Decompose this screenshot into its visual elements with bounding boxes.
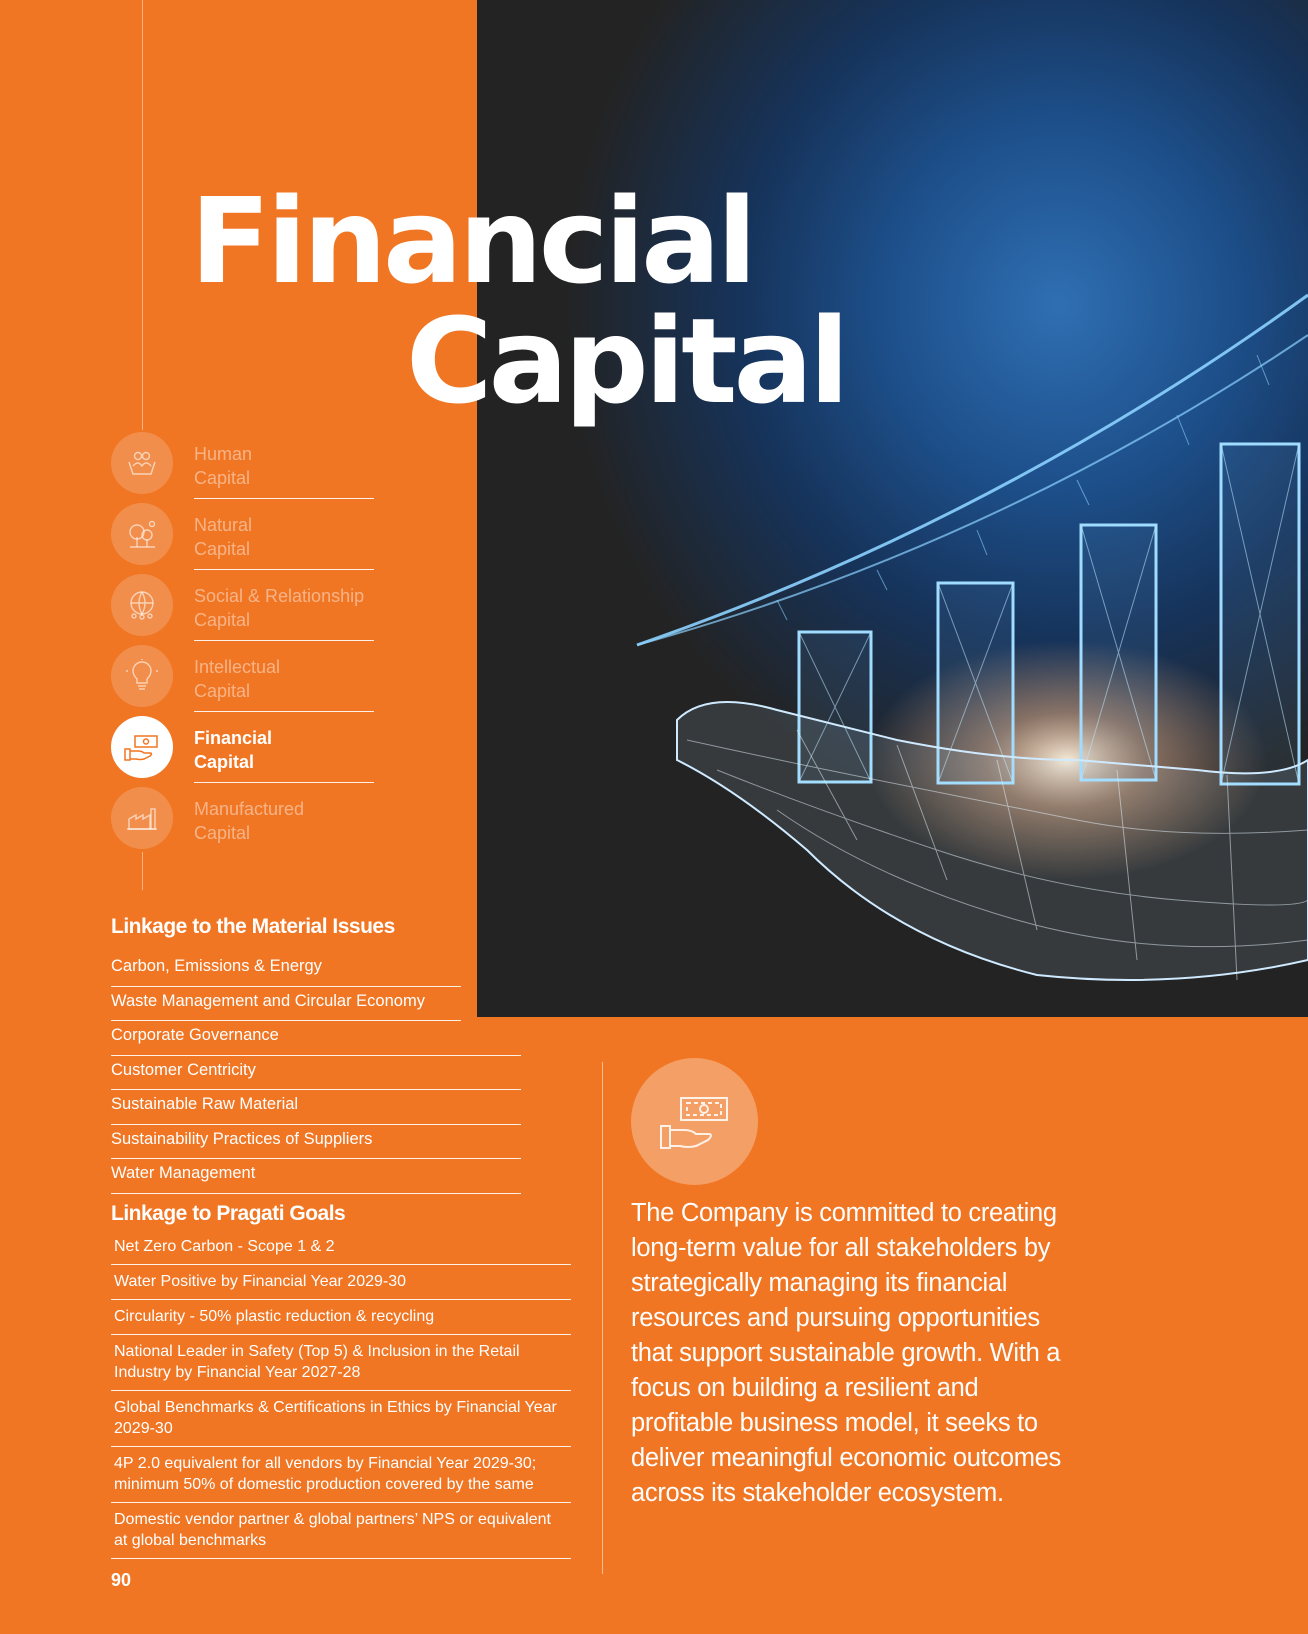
material-issues-list xyxy=(111,952,521,1194)
capital-label-line2: Capital xyxy=(194,681,251,701)
list-item: Domestic vendor partner & global partners’ NPS or equivalent at global benchmarks xyxy=(111,1503,571,1559)
list-item: Water Management xyxy=(111,1159,521,1194)
growth-chart-hand-illustration xyxy=(477,0,1308,1017)
capital-item-natural[interactable] xyxy=(111,503,373,574)
money-hand-icon xyxy=(631,1058,758,1185)
capital-label-line1: Manufactured xyxy=(194,799,305,819)
capital-label-line2: Capital xyxy=(194,468,251,488)
pragati-goals-list xyxy=(111,1230,571,1559)
list-item: Net Zero Carbon - Scope 1 & 2 xyxy=(111,1230,571,1265)
list-item: Corporate Governance xyxy=(111,1021,521,1056)
community-globe-icon xyxy=(111,574,173,636)
column-divider xyxy=(602,1062,603,1574)
capital-label-line1: Social & Relationship xyxy=(194,586,365,606)
page-title-line2: Capital xyxy=(406,292,846,430)
capital-label-line1: Financial xyxy=(194,728,273,748)
list-item: Sustainable Raw Material xyxy=(111,1090,521,1125)
divider xyxy=(194,782,374,783)
capital-label-line1: Intellectual xyxy=(194,657,281,677)
body-paragraph: The Company is committed to creating long-term value for all stakeholders by strategically managing its financial resources and pursuing opportunities that support sustainable growth. With a focus on building a resilient and profitable business model, it seeks to deliver meaningful economic outcomes across its stakeholder ecosystem. xyxy=(631,1199,1062,1507)
capital-label-line2: Capital xyxy=(194,539,251,559)
pragati-goals-heading: Linkage to Pragati Goals xyxy=(111,1202,346,1225)
divider xyxy=(194,569,374,570)
list-item: Carbon, Emissions & Energy xyxy=(111,952,461,987)
material-issues-heading: Linkage to the Material Issues xyxy=(111,915,395,938)
capital-item-intellectual[interactable] xyxy=(111,645,373,716)
capital-item-financial[interactable] xyxy=(111,716,373,787)
divider xyxy=(194,711,374,712)
list-item: Sustainability Practices of Suppliers xyxy=(111,1125,521,1160)
list-item: Customer Centricity xyxy=(111,1056,521,1091)
trees-icon xyxy=(111,503,173,565)
timeline-line-top xyxy=(142,0,143,430)
capital-label-line1: Natural xyxy=(194,515,253,535)
capital-label-line1: Human xyxy=(194,444,253,464)
list-item: Water Positive by Financial Year 2029-30 xyxy=(111,1265,571,1300)
page-title-line1: Financial xyxy=(190,172,754,310)
divider xyxy=(194,640,374,641)
list-item: National Leader in Safety (Top 5) & Inclusion in the Retail Industry by Financial Year 2027-28 xyxy=(111,1335,571,1391)
page-number: 90 xyxy=(111,1570,132,1590)
capital-item-human[interactable] xyxy=(111,432,373,503)
capitals-nav xyxy=(111,432,373,858)
capital-item-social-relationship[interactable] xyxy=(111,574,373,645)
divider xyxy=(194,498,374,499)
capital-label-line2: Capital xyxy=(194,823,251,843)
capital-item-manufactured[interactable] xyxy=(111,787,373,858)
factory-icon xyxy=(111,787,173,849)
capital-label-line2: Capital xyxy=(194,752,255,772)
people-hands-icon xyxy=(111,432,173,494)
lightbulb-icon xyxy=(111,645,173,707)
list-item: Waste Management and Circular Economy xyxy=(111,987,461,1022)
list-item: Circularity - 50% plastic reduction & recycling xyxy=(111,1300,571,1335)
hero-image xyxy=(477,0,1308,1017)
money-hand-icon xyxy=(111,716,173,778)
list-item: 4P 2.0 equivalent for all vendors by Financial Year 2029-30; minimum 50% of domestic production covered by the same xyxy=(111,1447,571,1503)
list-item: Global Benchmarks & Certifications in Ethics by Financial Year 2029-30 xyxy=(111,1391,571,1447)
capital-label-line2: Capital xyxy=(194,610,251,630)
